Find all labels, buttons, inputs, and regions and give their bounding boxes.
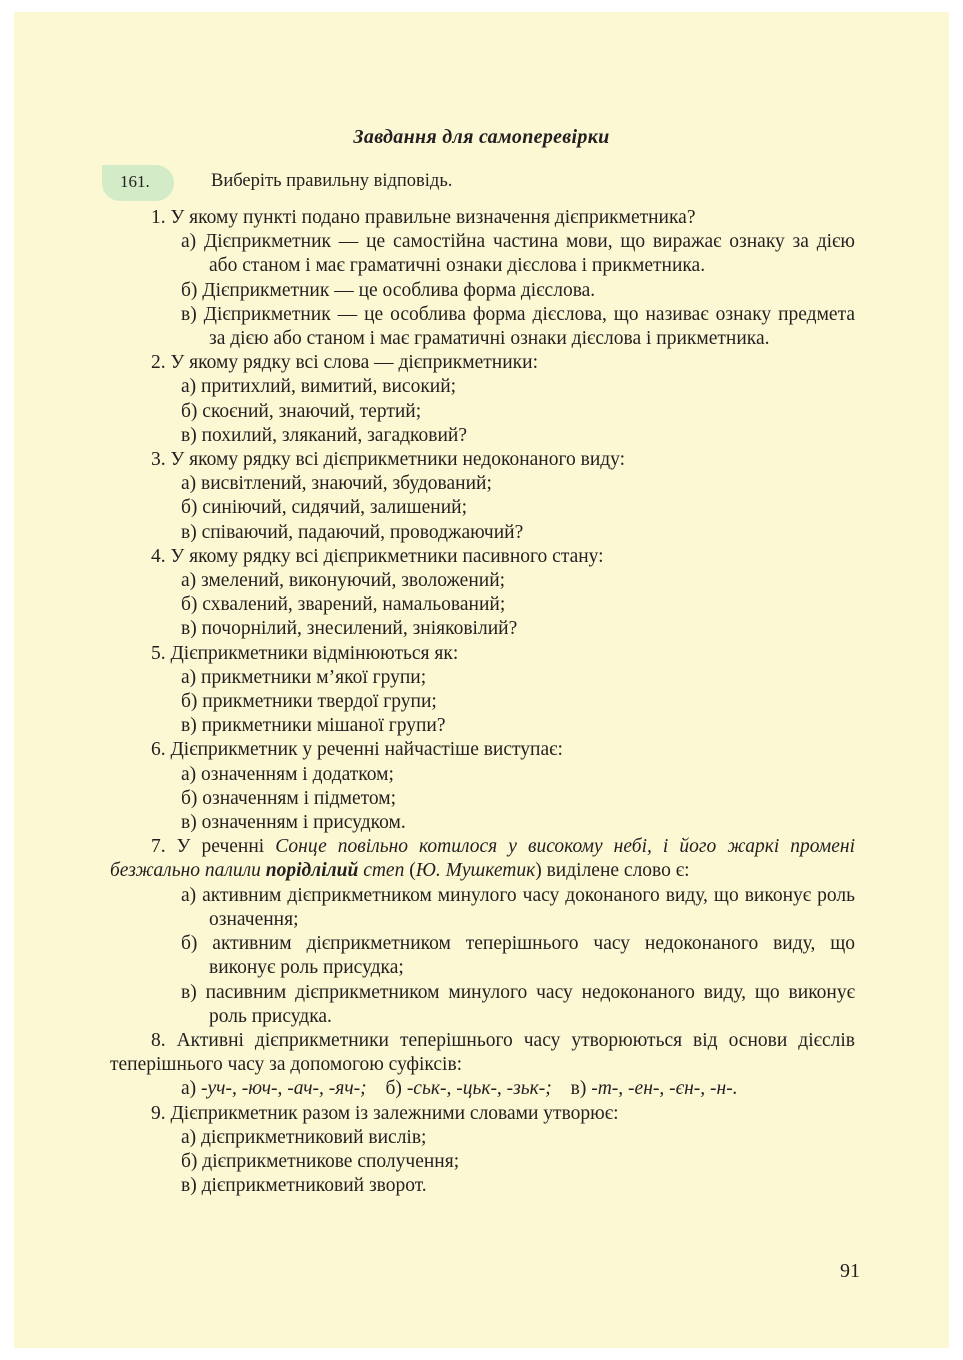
option-8a xyxy=(181,1078,367,1099)
exercise-number-badge: 161. xyxy=(102,165,174,201)
question-7-author: Ю. Мушкетик xyxy=(415,860,536,882)
option-4a: а) змелений, виконуючий, зволожений; xyxy=(181,570,506,592)
option-8c xyxy=(571,1078,738,1099)
question-list xyxy=(110,206,855,1198)
option-8c-label: в) xyxy=(570,1078,587,1100)
option-4c: в) почорнілий, знесилений, зніяковілий? xyxy=(181,618,518,640)
option-7b: б) активним дієприкметником теперішнього часу недоконаного виду, що виконує роль присудка; xyxy=(181,933,855,979)
question-3: 3. У якому рядку всі дієприкметники недоконаного виду: xyxy=(151,449,626,471)
option-5b: б) прикметники твердої групи; xyxy=(181,691,437,713)
question-8-options xyxy=(110,1077,855,1101)
section-title: Завдання для самоперевірки xyxy=(353,126,610,148)
option-5c: в) прикметники мішаної групи? xyxy=(181,715,446,737)
option-7a: а) активним дієприкметником минулого часу доконаного виду, що виконує роль означення; xyxy=(181,884,855,930)
option-8c-text: -т-, -ен-, -єн-, -н-. xyxy=(591,1078,738,1100)
question-7-quote-end: степ xyxy=(358,860,405,882)
question-7-highlighted-word: порідлілий xyxy=(265,860,359,882)
question-5: 5. Дієприкметники відмінюються як: xyxy=(151,642,459,664)
question-7-quote: Сонце повільно котилося у високому небі, і його жаркі промені безжально палили xyxy=(110,836,855,882)
option-1a: а) Дієприкметник — це самостійна частина мови, що виражає ознаку за дією або станом і має граматичні ознаки дієслова і прикметника. xyxy=(181,231,855,277)
option-8a-text: -уч-, -юч-, -ач-, -яч-; xyxy=(201,1078,367,1100)
question-7 xyxy=(110,835,855,883)
question-4: 4. У якому рядку всі дієприкметники пасивного стану: xyxy=(151,545,604,567)
option-3b: б) синіючий, сидячий, залишений; xyxy=(181,497,467,519)
option-9c: в) дієприкметниковий зворот. xyxy=(181,1175,427,1197)
question-7-paren-open: ( xyxy=(404,860,416,882)
option-5a: а) прикметники м’якої групи; xyxy=(181,666,427,688)
question-9: 9. Дієприкметник разом із залежними словами утворює: xyxy=(151,1102,619,1124)
option-8b xyxy=(386,1078,552,1099)
question-2: 2. У якому рядку всі слова — дієприкметники: xyxy=(151,352,538,374)
option-2c: в) похилий, зляканий, загадковий? xyxy=(181,424,468,446)
question-7-tail: ) виділене слово є: xyxy=(535,860,690,882)
option-2a: а) притихлий, вимитий, високий; xyxy=(181,376,457,398)
question-8: 8. Активні дієприкметники теперішнього часу утворюються від основи дієслів теперішнього часу за допомогою суфіксів: xyxy=(110,1029,855,1076)
option-8a-label: а) xyxy=(181,1078,197,1100)
option-1b: б) Дієприкметник — це особлива форма дієслова. xyxy=(181,279,596,301)
option-1c: в) Дієприкметник — це особлива форма дієслова, що називає ознаку предмета за дією або станом і має граматичні ознаки дієслова і прикметника. xyxy=(181,303,855,350)
option-8b-label: б) xyxy=(385,1078,402,1100)
option-3c: в) співаючий, падаючий, проводжаючий? xyxy=(181,521,524,543)
option-2b: б) скоєний, знаючий, тертий; xyxy=(181,400,422,422)
option-7c: в) пасивним дієприкметником минулого часу недоконаного виду, що виконує роль присудка. xyxy=(181,981,855,1027)
page-number: 91 xyxy=(840,1260,860,1282)
option-6b: б) означенням і підметом; xyxy=(181,787,397,809)
question-7-lead: 7. У реченні xyxy=(151,836,276,858)
question-6: 6. Дієприкметник у реченні найчастіше виступає: xyxy=(151,739,563,761)
option-9a: а) дієприкметниковий вислів; xyxy=(181,1126,427,1148)
exercise-instruction: Виберіть правильну відповідь. xyxy=(211,171,453,191)
question-1: 1. У якому пункті подано правильне визначення дієприкметника? xyxy=(151,207,696,228)
option-9b: б) дієприкметникове сполучення; xyxy=(181,1150,460,1172)
option-6a: а) означенням і додатком; xyxy=(181,763,394,785)
option-8b-text: -ськ-, -цьк-, -зьк-; xyxy=(406,1078,552,1100)
option-6c: в) означенням і присудком. xyxy=(181,812,406,834)
option-4b: б) схвалений, зварений, намальований; xyxy=(181,594,506,616)
option-3a: а) висвітлений, знаючий, збудований; xyxy=(181,473,492,495)
